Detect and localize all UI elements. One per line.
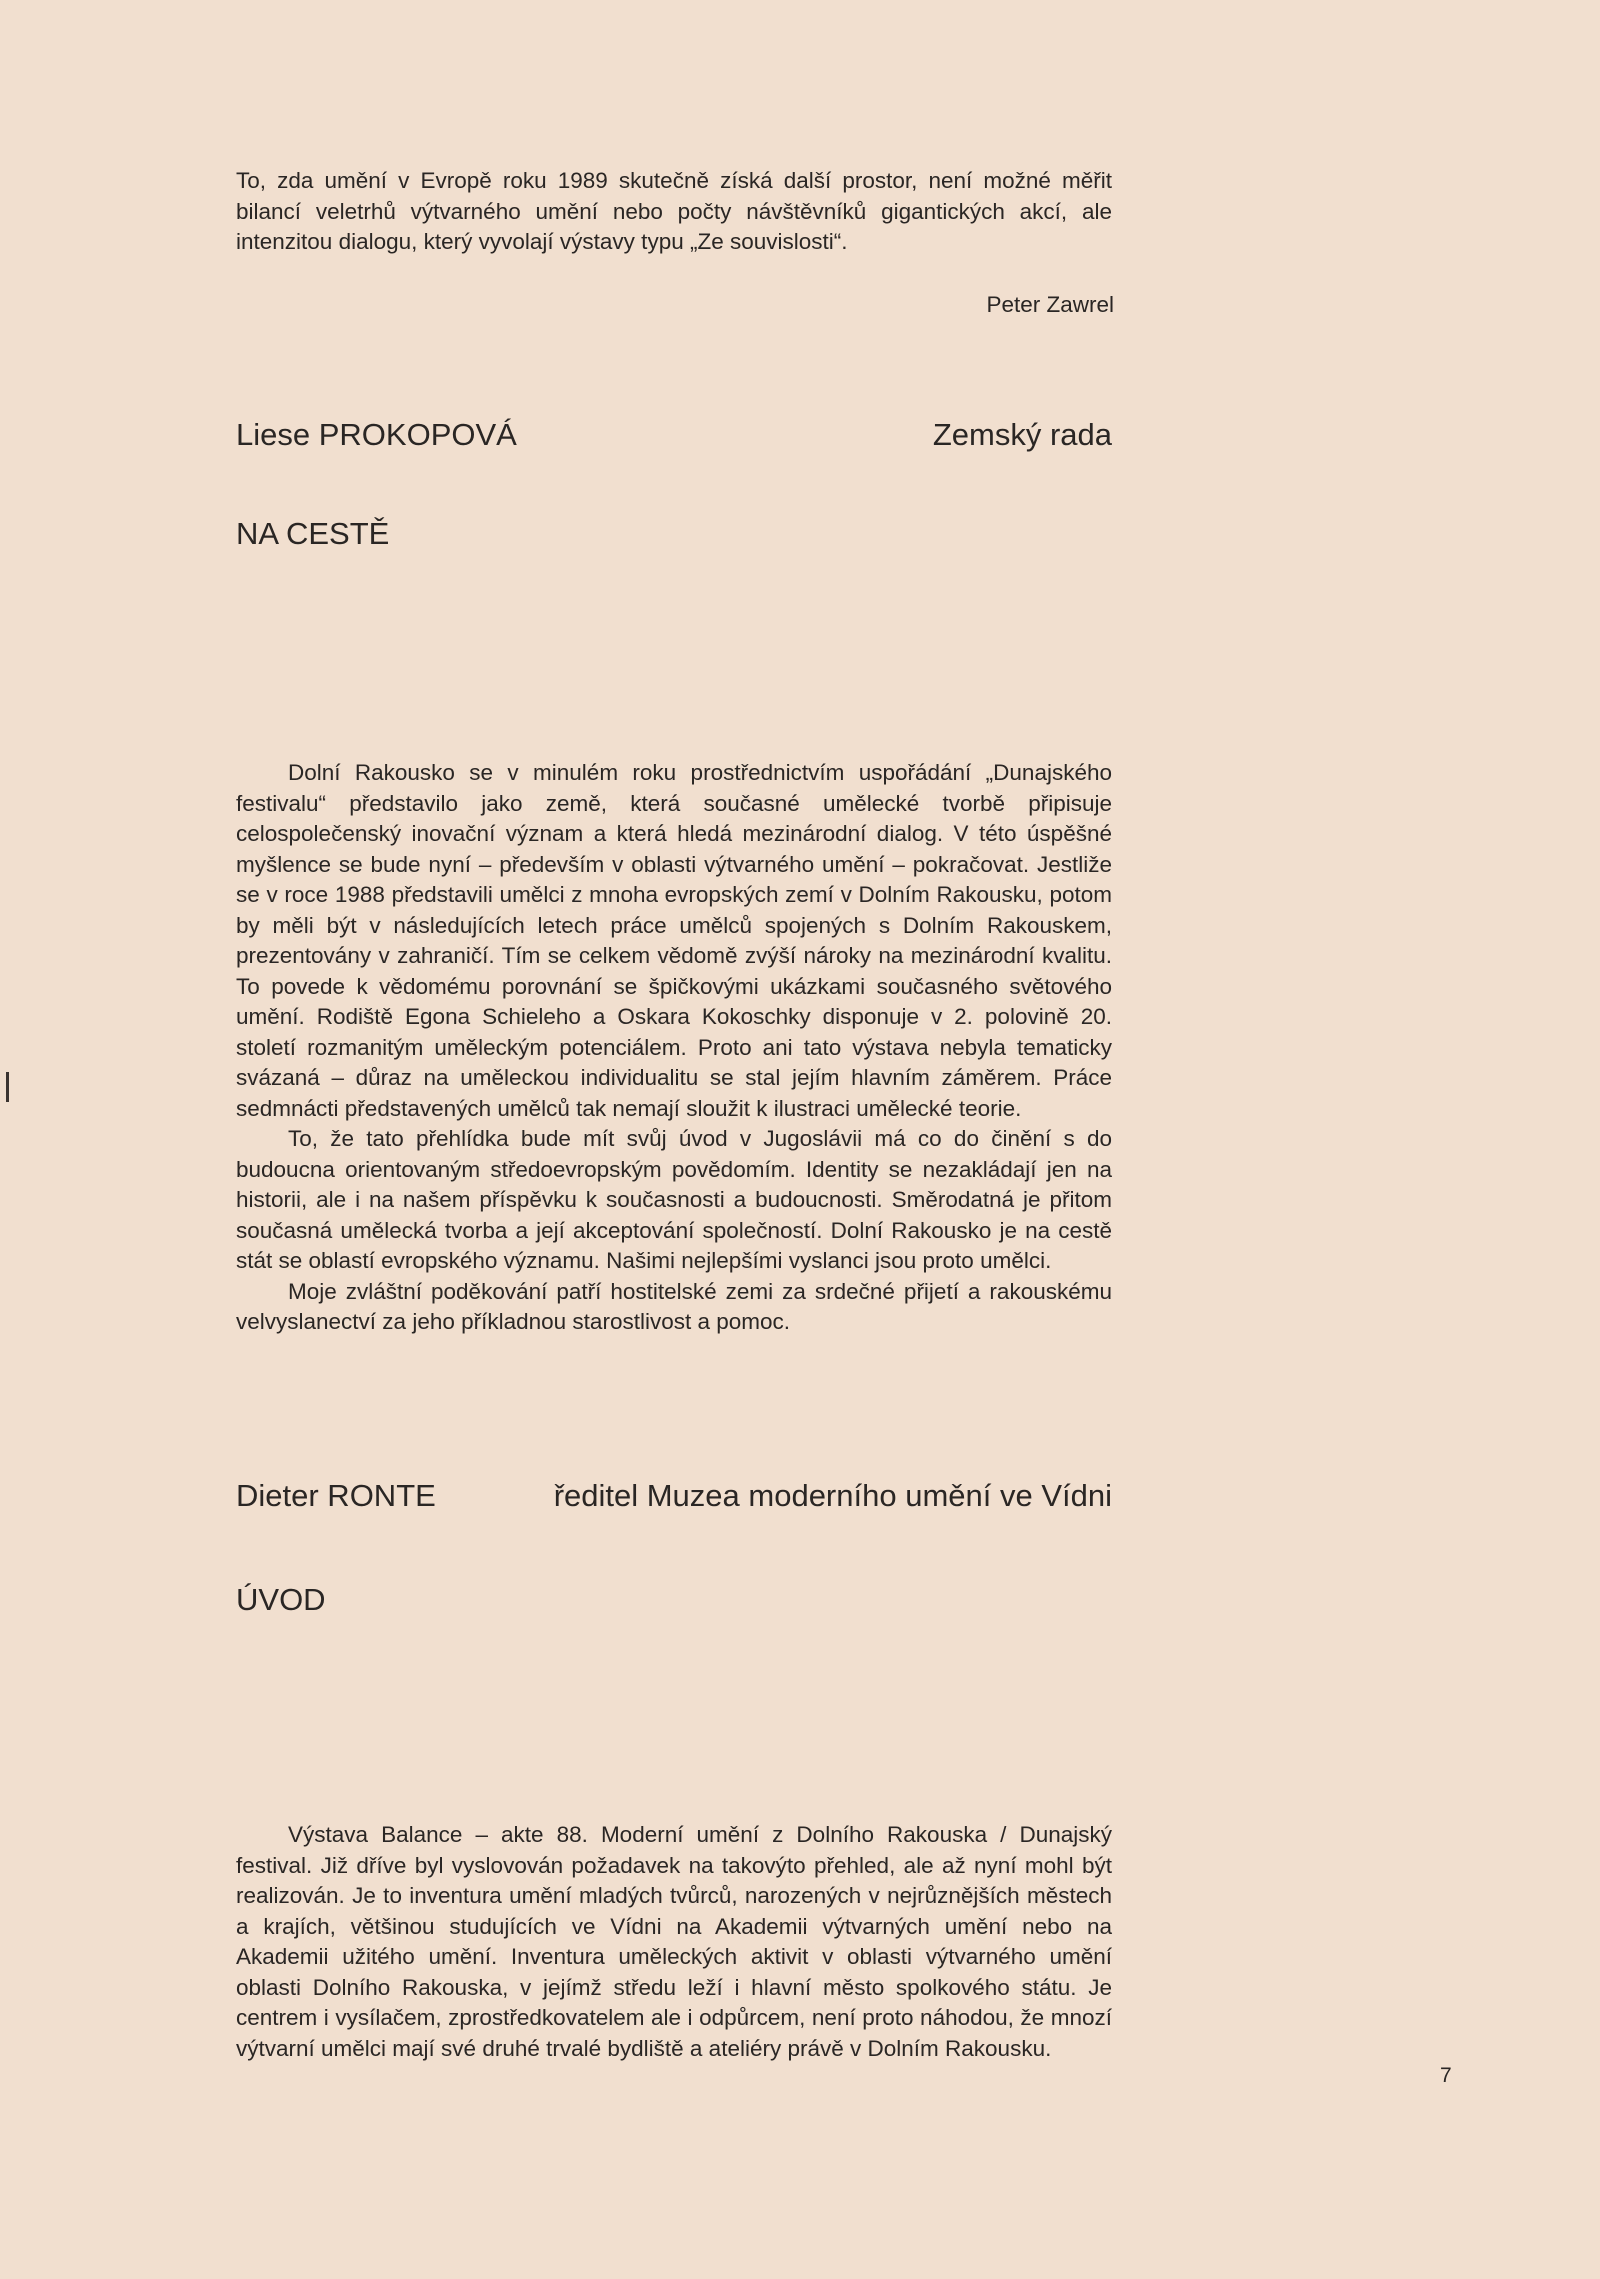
section1-paragraph: Dolní Rakousko se v minulém roku prostřednictvím uspořádání „Dunajského festivalu“ představilo jako země, která současné umělecké tvorbě připisuje celospolečenský inovační význam a která hledá mezinárodní dialog. V této úspěšné myšlence se bude nyní – především v oblasti výtvarného umění – pokračovat. Jestliže se v roce 1988 představili umělci z mnoha evropských zemí v Dolním Rakousku, potom by měli být v následujících letech práce umělců spojených s Dolním Rakouskem, prezentovány v zahraničí. Tím se celkem vědomě zvýší nároky na mezinárodní kvalitu. To povede k vědomému porovnání se špičkovými ukázkami současného světového umění. Rodiště Egona Schieleho a Oskara Kokoschky disponuje v 2. polovině 20. století rozmanitým uměleckým potenciálem. Proto ani tato výstava nebyla tematicky svázaná – důraz na uměleckou individualitu se stal jejím hlavním záměrem. Práce sedmnácti představených umělců tak nemají sloužit k ilustraci umělecké teorie. — [236, 760, 1112, 1121]
intro-paragraph: To, zda umění v Evropě roku 1989 skutečně získá další prostor, není možné měřit bilancí veletrhů výtvarného umění nebo počty návštěvníků gigantických akcí, ale intenzitou dialogu, který vyvolají výstavy typu „Ze souvislosti“. — [236, 168, 1112, 254]
section2-paragraph: Výstava Balance – akte 88. Moderní umění z Dolního Rakouska / Dunajský festival. Již dříve byl vyslovován požadavek na takovýto přehled, ale až nyní mohl být realizován. Je to inventura umění mladých tvůrců, narozených v nejrůznějších městech a krajích, většinou studujících ve Vídni na Akademii výtvarných umění nebo na Akademii užitého umění. Inventura uměleckých aktivit v oblasti výtvarného umění oblasti Dolního Rakouska, v jejímž středu leží i hlavní město spolkového státu. Je centrem i vysílačem, zprostředkovatelem ale i odpůrcem, není proto náhodou, že mnozí výtvarní umělci mají své druhé trvalé bydliště a ateliéry právě v Dolním Rakousku. — [236, 1822, 1112, 2061]
section1-paragraph: Moje zvláštní poděkování patří hostitelské zemi za srdečné přijetí a rakouskému velvyslanectví za jeho příkladnou starostlivost a pomoc. — [236, 1278, 1112, 1334]
section2-author: Dieter RONTE — [236, 1478, 436, 1513]
section2-role: ředitel Muzea moderního umění ve Vídni — [553, 1478, 1112, 1513]
section2-header — [236, 1478, 1112, 1514]
scan-edge-mark — [6, 1072, 9, 1102]
section1-header — [236, 417, 1112, 453]
section2-title: ÚVOD — [236, 1582, 326, 1617]
intro-signature: Peter Zawrel — [986, 292, 1114, 317]
section2-body — [236, 1820, 1112, 2064]
page-number: 7 — [1440, 2064, 1452, 2087]
section1-title: NA CESTĚ — [236, 516, 390, 551]
section1-role: Zemský rada — [932, 417, 1112, 452]
section1-body — [236, 758, 1112, 1338]
section1-author: Liese PROKOPOVÁ — [236, 417, 517, 452]
section1-paragraph: To, že tato přehlídka bude mít svůj úvod v Jugoslávii má co do činění s do budoucna orientovaným středoevropským povědomím. Identity se nezakládají jen na historii, ale i na našem příspěvku k současnosti a budoucnosti. Směrodatná je přitom současná umělecká tvorba a její akceptování společností. Dolní Rakousko je na cestě stát se oblastí evropského významu. Našimi nejlepšími vyslanci jsou proto umělci. — [236, 1126, 1112, 1273]
